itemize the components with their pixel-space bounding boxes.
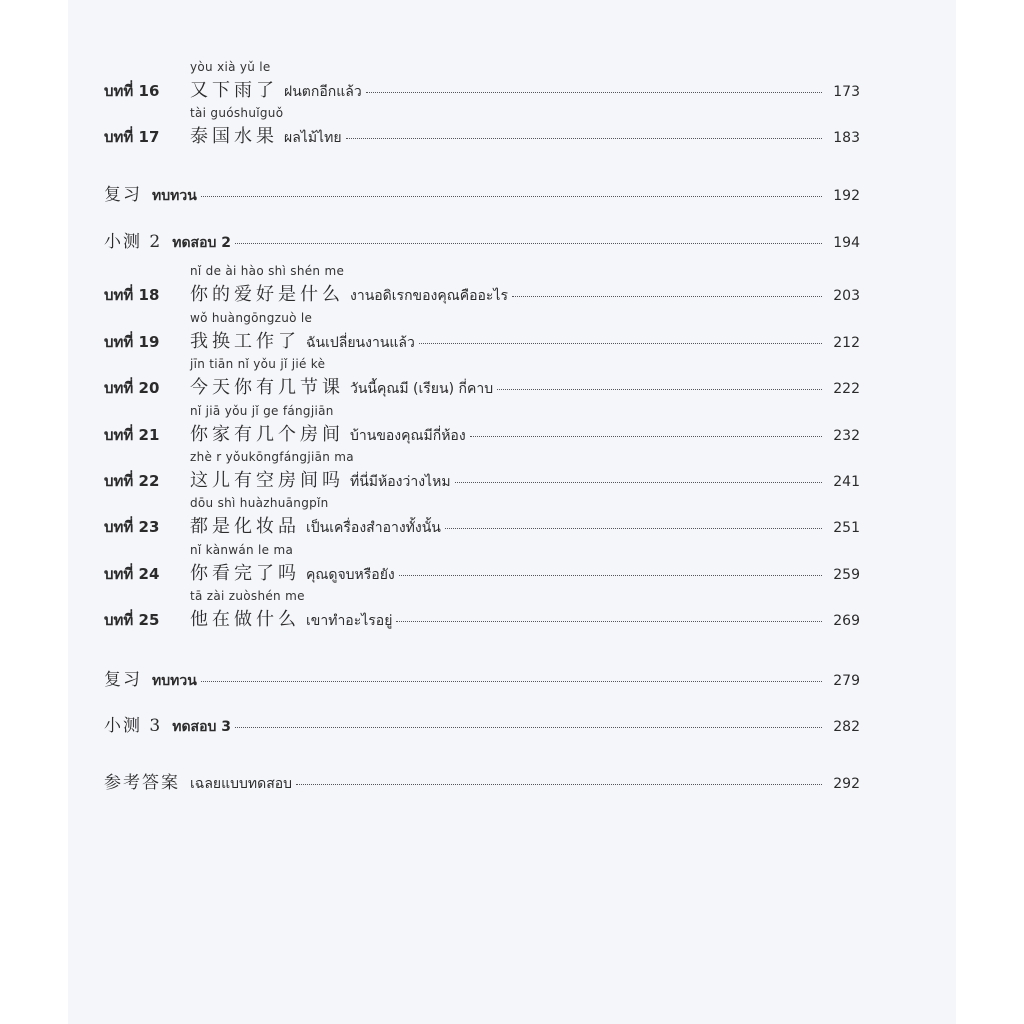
toc-row-lesson-23[interactable] (104, 496, 860, 536)
dot-leader (346, 138, 822, 139)
chinese-title: 你的爱好是什么 (190, 284, 344, 305)
chinese-title: 泰国水果 (190, 126, 278, 147)
toc-row-review-1[interactable] (104, 164, 860, 204)
toc-row-test-2[interactable] (104, 211, 860, 251)
toc-row-lesson-20[interactable] (104, 357, 860, 397)
pinyin-label: yòu xià yǔ le (190, 60, 271, 74)
pinyin-label: tā zài zuòshén me (190, 589, 305, 603)
lesson-number: บทที่ 19 (104, 333, 160, 351)
dot-leader (366, 92, 822, 93)
lesson-number: บทที่ 20 (104, 379, 160, 397)
lesson-number: บทที่ 21 (104, 426, 160, 444)
page-number: 292 (833, 776, 860, 792)
page-number: 241 (833, 474, 860, 490)
thai-title: คุณดูจบหรือยัง (306, 567, 395, 583)
pinyin-label: wǒ huàngōngzuò le (190, 311, 313, 325)
chinese-title: 这儿有空房间吗 (190, 470, 344, 491)
chinese-title: 今天你有几节课 (190, 377, 344, 398)
dot-leader (235, 243, 822, 244)
pinyin-label: nǐ jiā yǒu jǐ ge fángjiān (190, 404, 334, 418)
thai-title: ผลไม้ไทย (284, 130, 342, 146)
pinyin-label: nǐ kànwán le ma (190, 543, 294, 557)
toc-row-lesson-19[interactable] (104, 311, 860, 351)
lesson-number: บทที่ 24 (104, 565, 160, 583)
page-number: 269 (833, 613, 860, 629)
lesson-number: บทที่ 17 (104, 128, 160, 146)
pinyin-label: jīn tiān nǐ yǒu jǐ jié kè (190, 357, 326, 371)
chinese-title: 都是化妆品 (190, 516, 300, 537)
thai-title: ทบทวน (152, 188, 197, 204)
lesson-number: บทที่ 22 (104, 472, 160, 490)
chinese-title: 小测 2 (104, 232, 163, 252)
lesson-number: บทที่ 16 (104, 82, 160, 100)
dot-leader (296, 784, 822, 785)
pinyin-label: zhè r yǒukōngfángjiān ma (190, 450, 354, 464)
dot-leader (201, 681, 822, 682)
page-number: 259 (833, 567, 860, 583)
pinyin-label: dōu shì huàzhuāngpǐn (190, 496, 329, 510)
page-number: 192 (833, 188, 860, 204)
thai-title: วันนี้คุณมี (เรียน) กี่คาบ (350, 381, 494, 397)
chinese-title: 又下雨了 (190, 80, 278, 101)
dot-leader (445, 528, 822, 529)
page-number: 173 (833, 84, 860, 100)
thai-title: เป็นเครื่องสำอางทั้งนั้น (306, 520, 441, 536)
dot-leader (201, 196, 822, 197)
dot-leader (455, 482, 822, 483)
thai-title: ฉันเปลี่ยนงานแล้ว (306, 335, 415, 351)
thai-title: งานอดิเรกของคุณคืออะไร (350, 288, 508, 304)
chinese-title: 你家有几个房间 (190, 424, 344, 445)
page-number: 212 (833, 335, 860, 351)
thai-title: ทดสอบ 2 (172, 235, 232, 251)
dot-leader (512, 296, 822, 297)
page-number: 222 (833, 381, 860, 397)
chinese-title: 小测 3 (104, 716, 163, 736)
chinese-title: 参考答案 (104, 773, 180, 793)
toc-row-lesson-24[interactable] (104, 543, 860, 583)
toc-row-review-2[interactable] (104, 649, 860, 689)
chinese-title: 你看完了吗 (190, 563, 300, 584)
dot-leader (419, 343, 822, 344)
lesson-number: บทที่ 23 (104, 518, 160, 536)
thai-title: ทดสอบ 3 (172, 719, 232, 735)
thai-title: บ้านของคุณมีกี่ห้อง (350, 428, 466, 444)
thai-title: ที่นี่มีห้องว่างไหม (350, 474, 451, 490)
toc-row-lesson-16[interactable] (104, 60, 860, 100)
page-number: 279 (833, 673, 860, 689)
thai-title: เฉลยแบบทดสอบ (190, 776, 293, 792)
page-number: 203 (833, 288, 860, 304)
toc-row-lesson-21[interactable] (104, 404, 860, 444)
pinyin-label: nǐ de ài hào shì shén me (190, 264, 345, 278)
toc-row-lesson-18[interactable] (104, 264, 860, 304)
dot-leader (235, 727, 822, 728)
thai-title: ฝนตกอีกแล้ว (284, 84, 362, 100)
page-number: 251 (833, 520, 860, 536)
toc-row-test-3[interactable] (104, 695, 860, 735)
page-number: 194 (833, 235, 860, 251)
thai-title: ทบทวน (152, 673, 197, 689)
toc-row-lesson-25[interactable] (104, 589, 860, 629)
dot-leader (396, 621, 822, 622)
chinese-title: 我换工作了 (190, 331, 300, 352)
toc-row-lesson-22[interactable] (104, 450, 860, 490)
chinese-title: 复习 (104, 185, 142, 205)
dot-leader (497, 389, 822, 390)
toc-row-lesson-17[interactable] (104, 106, 860, 146)
lesson-number: บทที่ 25 (104, 611, 160, 629)
page-number: 232 (833, 428, 860, 444)
dot-leader (399, 575, 822, 576)
pinyin-label: tài guóshuǐguǒ (190, 106, 284, 120)
lesson-number: บทที่ 18 (104, 286, 160, 304)
chinese-title: 复习 (104, 670, 142, 690)
page-number: 183 (833, 130, 860, 146)
chinese-title: 他在做什么 (190, 609, 300, 630)
thai-title: เขาทำอะไรอยู่ (306, 613, 393, 629)
dot-leader (470, 436, 822, 437)
page-number: 282 (833, 719, 860, 735)
toc-row-answer-key[interactable] (104, 752, 860, 792)
